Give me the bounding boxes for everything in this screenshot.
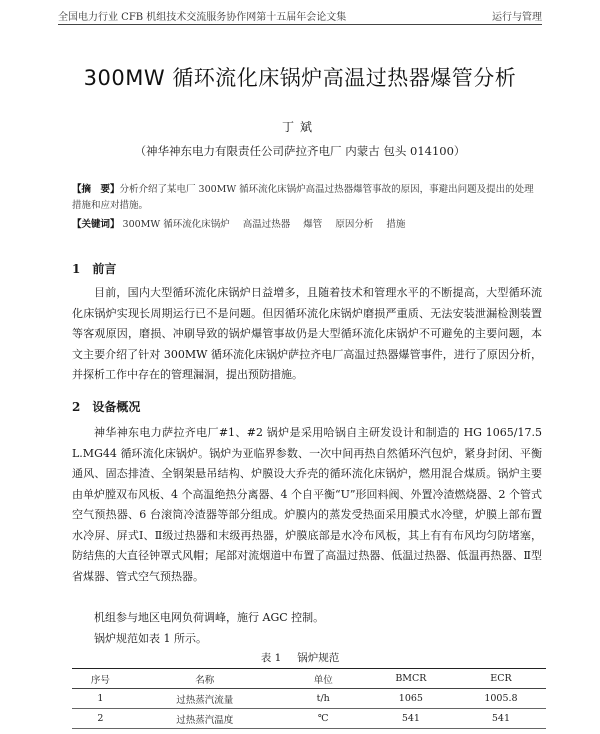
abstract	[72, 182, 542, 214]
table-header-cell: BMCR	[395, 673, 427, 684]
abstract-label: 【摘 要】	[72, 184, 120, 195]
table-cell: ℃	[317, 713, 329, 724]
table-header-row	[72, 669, 546, 689]
abstract-text: 分析介绍了某电厂 300MW 循环流化床锅炉高温过热器爆管事故的原因，事避出问题及提出的处理措施和应对措施。	[72, 184, 534, 211]
boiler-spec-table	[72, 668, 546, 729]
table-header-cell: 单位	[313, 674, 333, 686]
section-title: 前言	[92, 262, 117, 276]
table-header-cell: 名称	[195, 674, 215, 686]
table-cell: 1	[97, 693, 104, 704]
author: 丁斌	[281, 120, 318, 134]
section-number: 1	[72, 262, 81, 276]
table-cell: t/h	[316, 693, 330, 704]
section-heading-1	[72, 260, 116, 277]
keyword: 原因分析	[335, 219, 374, 230]
paper-title: 300MW 循环流化床锅炉高温过热器爆管分析	[83, 66, 517, 90]
keywords	[72, 217, 542, 233]
section-title: 设备概况	[92, 400, 141, 414]
table-row	[72, 709, 546, 729]
running-header	[58, 8, 542, 23]
keyword: 高温过热器	[242, 219, 291, 230]
table-header-cell: ECR	[490, 673, 512, 684]
table-cell: 541	[491, 713, 511, 724]
table-header-cell: 序号	[90, 674, 110, 686]
section-heading-2	[72, 398, 140, 415]
table-cell: 过热蒸汽流量	[176, 694, 234, 706]
table-cell: 1005.8	[484, 693, 518, 704]
paragraph: 神华神东电力萨拉齐电厂#1、#2 锅炉是采用哈锅自主研发设计和制造的 HG 1065/17.5 L.MG44 循环流化床锅炉。锅炉为亚临界参数、一次中间再热自然循环汽包炉，紧身封闭、平衡通风、固态排渣、全钢架悬吊结构、炉膜设大乔壳的循环流化床锅炉，燃用混合煤质。锅炉主要由单炉膛双布风板、4 个高温绝热分离器、4 个自平衡“U”形回料阀、外置冷渣燃烧器、2 个管式空气预热器、6 台滚筒冷渣器等部分组成。炉膜内的蒸发受热面采用膜式水冷壁，炉膜上部布置水冷屏、屏式Ⅰ、Ⅱ级过热器和末级再热器，炉膜底部是水冷布风板，其上有有布风均匀防堵塞，防结焦的大直径钟罩式风帽；尾部对流烟道中布置了高温过热器、低温过热器、低温再热器、Ⅱ型省煤器、管式空气预热器。	[72, 426, 542, 583]
keywords-label: 【关键词】	[72, 219, 120, 230]
paragraph: 锅炉规范如表 1 所示。	[94, 632, 207, 645]
paragraph: 机组参与地区电网负荷调峰，施行 AGC 控制。	[94, 611, 325, 624]
affiliation: （神华神东电力有限责任公司萨拉齐电厂 内蒙古 包头 014100）	[134, 144, 466, 158]
table-cell: 1065	[398, 693, 423, 704]
section-number: 2	[72, 400, 81, 414]
keyword: 措施	[386, 219, 406, 230]
table-caption-title: 锅炉规范	[297, 652, 340, 664]
table-caption-number: 表 1	[260, 652, 282, 664]
keyword: 300MW 循环流化床锅炉	[122, 219, 230, 230]
table-cell: 2	[97, 713, 104, 724]
table-cell: 541	[401, 713, 420, 724]
header-left: 全国电力行业 CFB 机组技术交流服务协作网第十五届年会论文集	[58, 12, 347, 23]
header-divider	[58, 24, 542, 25]
table-row	[72, 689, 546, 709]
paragraph: 目前，国内大型循环流化床锅炉日益增多，且随着技术和管理水平的不断提高，大型循环流化床锅炉实现长周期运行已不是问题。但因循环流化床锅炉磨损严重质、无法安装泄漏检测装置等客观原因，磨损、冲刷导致的锅炉爆管事故仍是大型循环流化床锅炉不可避免的主要问题，本文主要介绍了针对 300MW 循环流化床锅炉萨拉齐电厂高温过热器爆管事件，进行了原因分析，并探析工作中存在的管理漏洞，提出预防措施。	[72, 286, 542, 381]
keyword: 爆管	[303, 219, 323, 230]
header-right: 运行与管理	[492, 12, 542, 23]
table-cell: 过热蒸汽温度	[176, 714, 234, 726]
table-caption	[0, 650, 600, 665]
